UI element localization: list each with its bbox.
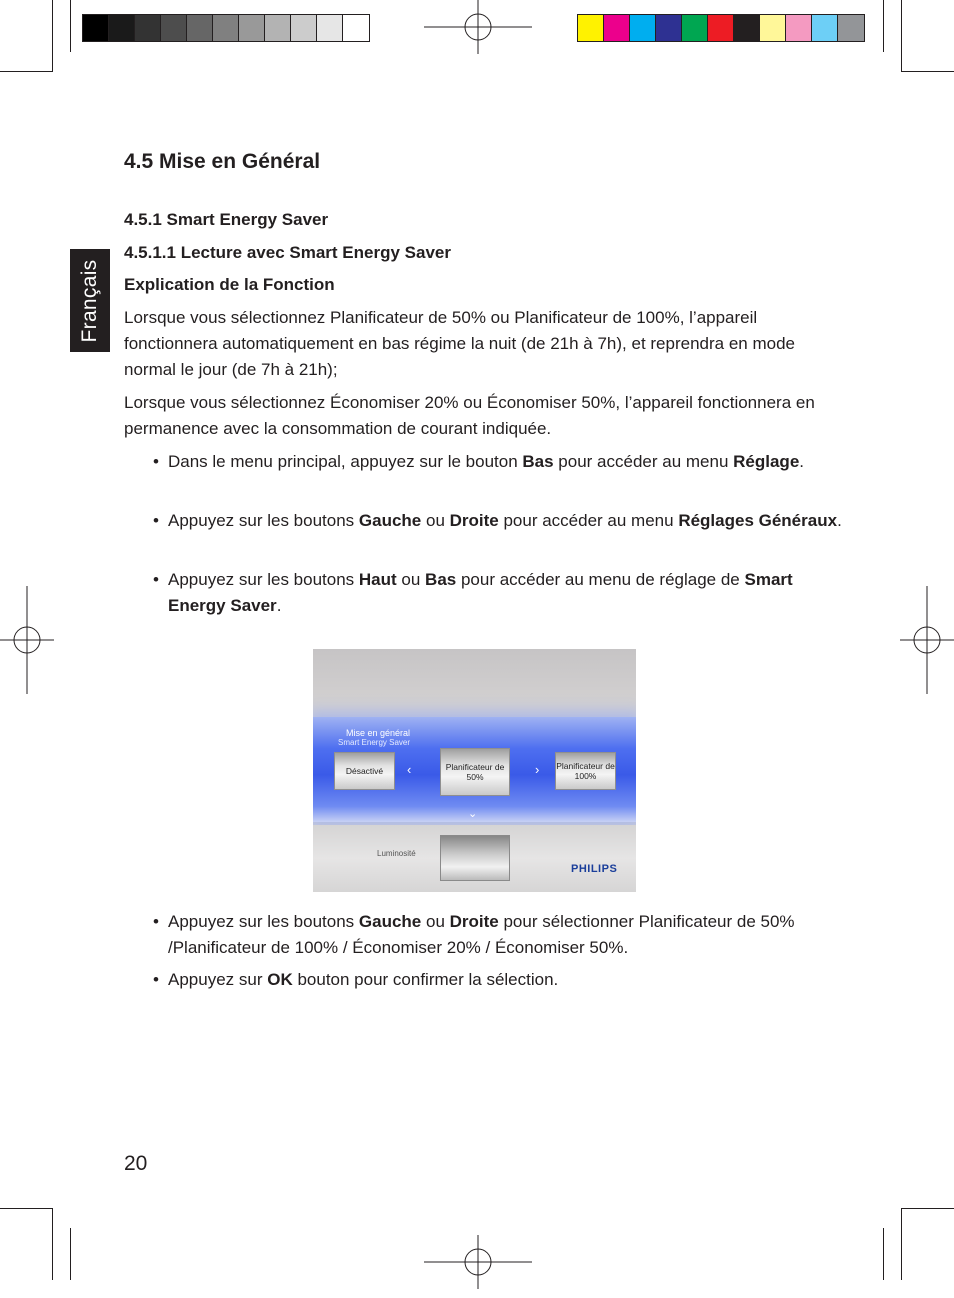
- list-item: • Appuyez sur OK bouton pour confirmer la sélection.: [153, 970, 559, 989]
- crop-mark: [70, 0, 71, 52]
- left-arrow-icon[interactable]: ‹: [407, 762, 412, 777]
- osd-menu-subtitle: Smart Energy Saver: [338, 738, 411, 747]
- osd-brightness-label: Luminosité: [377, 849, 416, 858]
- osd-menu-title: Mise en général: [346, 728, 411, 738]
- list-item: • Appuyez sur les boutons Haut ou Bas pour accéder au menu de réglage de Smart Energy Saver.: [153, 570, 793, 615]
- paragraph-economy: Lorsque vous sélectionnez Économiser 20% ou Économiser 50%, l’appareil fonctionnera en permanence avec la consommation de courant indiquée.: [124, 393, 815, 438]
- grayscale-color-bar: [82, 14, 370, 42]
- crop-mark: [901, 71, 954, 72]
- color-swatch: [630, 15, 656, 41]
- color-swatch: [708, 15, 734, 41]
- crop-mark: [70, 1228, 71, 1280]
- crop-mark: [52, 1208, 53, 1280]
- color-swatch: [760, 15, 786, 41]
- color-swatch: [213, 15, 239, 41]
- crop-mark: [0, 1208, 52, 1209]
- language-tab: [70, 249, 110, 352]
- color-swatch: [838, 15, 864, 41]
- osd-option-planner-50[interactable]: Planificateur de 50%: [440, 748, 510, 796]
- crop-mark: [52, 0, 53, 72]
- crop-mark: [901, 1208, 954, 1209]
- color-swatch: [343, 15, 369, 41]
- osd-brightness-option[interactable]: [440, 835, 510, 881]
- crop-mark: [883, 0, 884, 52]
- page-number: 20: [124, 1152, 148, 1175]
- color-swatch: [187, 15, 213, 41]
- color-swatch: [682, 15, 708, 41]
- color-swatch: [83, 15, 109, 41]
- crop-mark: [883, 1228, 884, 1280]
- color-swatch: [239, 15, 265, 41]
- osd-option-planner-100[interactable]: Planificateur de 100%: [555, 752, 616, 790]
- color-swatch: [656, 15, 682, 41]
- philips-logo: PHILIPS: [571, 863, 618, 875]
- crop-mark: [901, 1208, 902, 1280]
- list-item: • Appuyez sur les boutons Gauche ou Droite pour accéder au menu Réglages Généraux.: [153, 511, 842, 530]
- color-swatch: [161, 15, 187, 41]
- language-tab-label: Français: [78, 259, 101, 342]
- color-swatch: [604, 15, 630, 41]
- process-color-bar: [577, 14, 865, 42]
- color-swatch: [135, 15, 161, 41]
- section-heading: 4.5 Mise en Général: [124, 150, 321, 173]
- color-swatch: [265, 15, 291, 41]
- registration-mark-right: [900, 586, 954, 694]
- list-item: • Dans le menu principal, appuyez sur le bouton Bas pour accéder au menu Réglage.: [153, 452, 805, 471]
- color-swatch: [812, 15, 838, 41]
- registration-mark-top: [424, 0, 532, 72]
- function-explanation-heading: Explication de la Fonction: [124, 275, 335, 294]
- subsection-heading: 4.5.1 Smart Energy Saver: [124, 210, 329, 229]
- registration-mark-bottom: [424, 1226, 532, 1298]
- crop-mark: [901, 0, 902, 72]
- list-item: • Appuyez sur les boutons Gauche ou Droite pour sélectionner Planificateur de 50% /Planificateur de 100% / Économiser 20% / Économiser 50%.: [153, 912, 795, 957]
- color-swatch: [317, 15, 343, 41]
- crop-mark: [0, 71, 52, 72]
- color-swatch: [734, 15, 760, 41]
- osd-menu-screenshot: [313, 649, 636, 892]
- color-swatch: [109, 15, 135, 41]
- color-swatch: [291, 15, 317, 41]
- color-swatch: [786, 15, 812, 41]
- registration-mark-left: [0, 586, 54, 694]
- right-arrow-icon[interactable]: ›: [535, 762, 540, 777]
- subsubsection-heading: 4.5.1.1 Lecture avec Smart Energy Saver: [124, 243, 451, 262]
- color-swatch: [578, 15, 604, 41]
- paragraph-planner: Lorsque vous sélectionnez Planificateur de 50% ou Planificateur de 100%, l’appareil fonctionnera automatiquement en bas régime la nuit (de 21h à 7h), et reprendra en mode normal le jour (de 7h à 21h);: [124, 308, 795, 379]
- osd-option-disabled[interactable]: Désactivé: [334, 752, 395, 790]
- chevron-down-icon[interactable]: ⌄: [468, 808, 478, 820]
